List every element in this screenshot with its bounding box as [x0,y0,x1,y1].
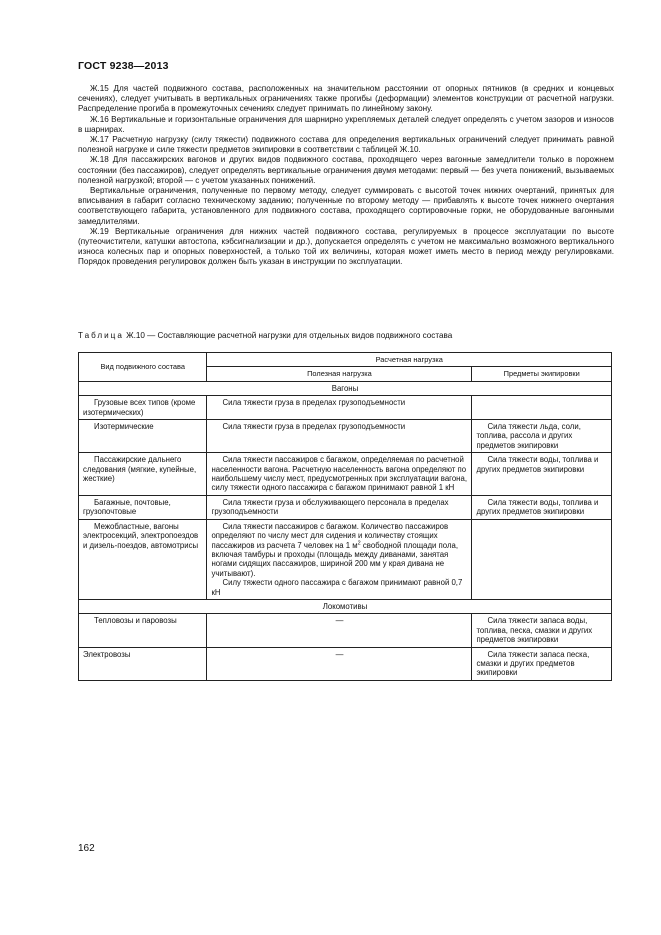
table-caption-prefix: Таблица [78,331,124,340]
table-header-row [79,353,612,367]
section-locomotives: Локомотивы [79,599,612,613]
cell-useful: — [207,647,472,680]
header-useful: Полезная нагрузка [207,367,472,381]
table-row [79,519,612,599]
cell-useful-superscript: 2 [357,539,361,546]
table-row [79,453,612,496]
table-row [79,420,612,453]
section-row [79,381,612,395]
load-table [78,352,612,681]
header-equip: Предметы экипировки [472,367,612,381]
cell-useful: Сила тяжести груза в пределах грузоподъемности [207,396,472,420]
document-header: ГОСТ 9238—2013 [78,60,169,72]
paragraph-zh15: Ж.15 Для частей подвижного состава, расположенных на значительном расстоянии от опорных пятников (в средних и концевых сечениях), следует учитывать в вертикальных ограничениях также прогибы (деформации) элементов конструкции от расчетной нагрузки. Распределение прогиба в промежуточных сечениях следует принимать по линейному закону. [78,84,614,114]
section-row [79,599,612,613]
cell-type: Межобластные, вагоны электросекций, электропоездов и дизель-поездов, автомотрисы [79,519,207,599]
table-row [79,495,612,519]
paragraph-zh19: Ж.19 Вертикальные ограничения для нижних частей подвижного состава, регулируемых в процессе эксплуатации по высоте (путеочистители, катушки автостопа, кэбсигнализации и др.), допускается определять с учетом не максимально возможного вертикального износа колесных пар и опорных поверхностей, а только той их величины, которая может иметь место в период между регулировками. Порядок проведения регулировок должен быть указан в инструкции по эксплуатации. [78,226,614,267]
cell-useful: Сила тяжести груза и обслуживающего персонала в пределах грузоподъемности [207,495,472,519]
table-caption-text: Ж.10 — Составляющие расчетной нагрузки для отдельных видов подвижного состава [123,331,453,340]
cell-type: Электровозы [79,647,207,680]
cell-equip [472,519,612,599]
header-type: Вид подвижного состава [79,353,207,382]
cell-type: Пассажирские дальнего следования (мягкие, купейные, жесткие) [79,453,207,496]
cell-equip: Сила тяжести запаса песка, смазки и других предметов экипировки [472,647,612,680]
table-row [79,614,612,647]
cell-equip: Сила тяжести воды, топлива и других предметов экипировки [472,495,612,519]
table-row [79,647,612,680]
paragraph-zh18: Ж.18 Для пассажирских вагонов и других видов подвижного состава, проходящего через вагонные замедлители только в порожнем состоянии (без пассажиров), следует определять вертикальные ограничения двумя методами: первый — без учета понижений, вызываемых полезной нагрузкой; второй — с учетом указанных понижений. [78,155,614,185]
cell-type: Грузовые всех типов (кроме изотермических) [79,396,207,420]
table-row [79,396,612,420]
cell-useful: Сила тяжести пассажиров с багажом, определяемая по расчетной населенности вагона. Расчетную населенность вагона определяют по наибольшему числу мест, предусмотренных при эксплуатации вагона, силу тяжести одного пассажира с багажом принимают равной 1 кН [207,453,472,496]
table-caption [78,331,618,340]
cell-useful-part-a: Сила тяжести пассажиров с багажом. Количество пассажиров определяют по числу мест для сидения и количеству стоящих пассажиров из расчета 7 человек на 1 м [211,521,449,550]
section-wagons: Вагоны [79,381,612,395]
cell-useful-text [211,522,467,578]
cell-useful [207,519,472,599]
header-load: Расчетная нагрузка [207,353,612,367]
cell-useful-part-c: Силу тяжести одного пассажира с багажом принимают равной 0,7 кН [211,578,463,597]
cell-useful: — [207,614,472,647]
cell-equip: Сила тяжести льда, соли, топлива, рассола и других предметов экипировки [472,420,612,453]
cell-equip: Сила тяжести воды, топлива и других предметов экипировки [472,453,612,496]
paragraph-zh16: Ж.16 Вертикальные и горизонтальные ограничения для шарнирно укрепляемых деталей следует определять с учетом зазоров и износов в шарнирах. [78,114,614,134]
page-number: 162 [78,843,95,854]
cell-useful: Сила тяжести груза в пределах грузоподъемности [207,420,472,453]
cell-equip [472,396,612,420]
cell-type: Багажные, почтовые, грузопочтовые [79,495,207,519]
cell-equip: Сила тяжести запаса воды, топлива, песка, смазки и других предметов экипировки [472,614,612,647]
cell-type: Изотермические [79,420,207,453]
body-text [78,84,614,268]
paragraph-zh18-cont: Вертикальные ограничения, полученные по первому методу, следует суммировать с высотой точек нижних очертаний, принятых для вписывания в габарит согласно техническому заданию; полученные по второму методу — прибавлять к высоте точек нижнего очертания соответствующего габарита, установленного для подвижного состава, проходящего сортировочные горки, не оборудованные вагонными замедлителями. [78,186,614,226]
cell-type: Тепловозы и паровозы [79,614,207,647]
paragraph-zh17: Ж.17 Расчетную нагрузку (силу тяжести) подвижного состава для определения вертикальных ограничений следует принимать равной полезной нагрузке и силе тяжести предметов экипировки в соответствии с таблицей Ж.10. [78,135,614,155]
cell-useful-part-b: свободной площади пола, включая тамбуры и проходы (площадь между диванами, занятая ногами сидящих пассажиров, шириной 200 мм у края дивана не учитывают). [211,540,458,578]
